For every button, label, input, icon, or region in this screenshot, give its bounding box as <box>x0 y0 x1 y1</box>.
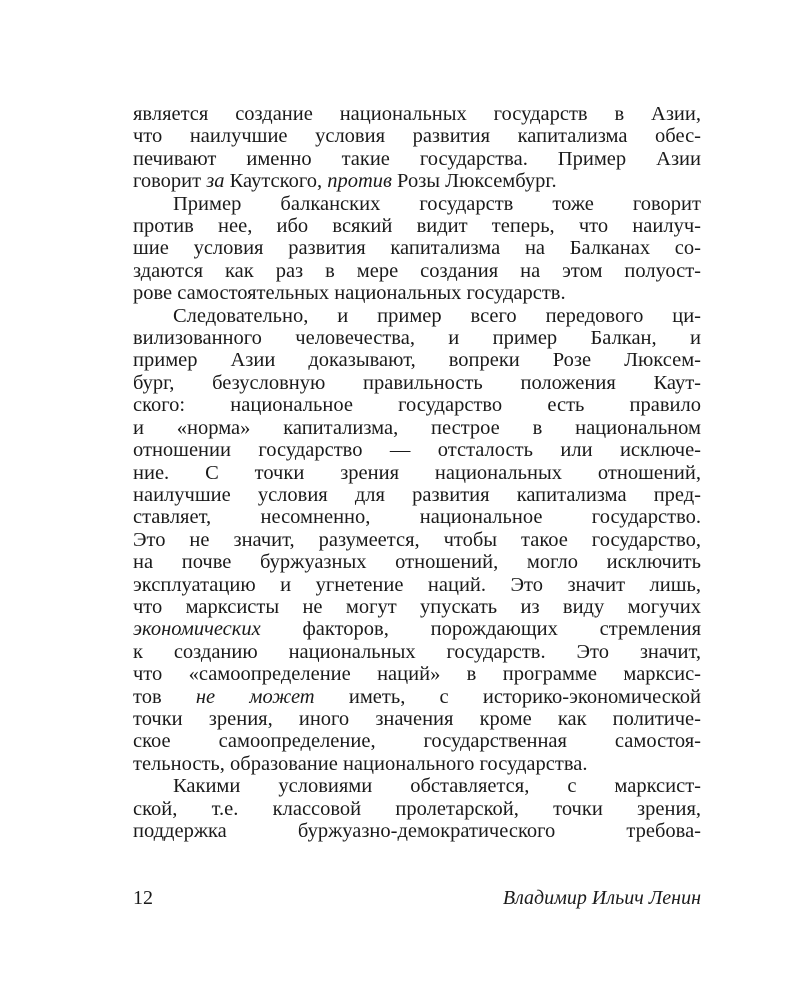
text-line <box>133 148 701 170</box>
text-segment: что наилучшие условия развития капитализма обес- <box>133 125 701 148</box>
text-line <box>133 282 701 304</box>
text-segment: ское самоопределение, государственная самостоя- <box>133 730 701 753</box>
text-segment: отношении государство — отсталость или исключе- <box>133 439 701 462</box>
text-segment: эксплуатацию и угнетение наций. Это значит лишь, <box>133 573 701 596</box>
text-segment: ставляет, несомненно, национальное государство. <box>133 506 701 529</box>
text-segment: ского: национальное государство есть правило <box>133 394 701 417</box>
text-line <box>133 641 701 663</box>
text-segment: факторов, порождающих стремления <box>260 618 701 641</box>
text-segment: Розы Люксембург. <box>391 170 557 193</box>
text-line <box>133 775 701 797</box>
text-segment: точки зрения, иного значения кроме как политиче- <box>133 707 701 730</box>
text-segment: тов <box>133 685 196 708</box>
text-line <box>133 125 701 147</box>
text-line <box>133 596 701 618</box>
text-segment: шие условия развития капитализма на Балканах со- <box>133 237 701 260</box>
text-line <box>133 237 701 259</box>
text-segment: что марксисты не могут упускать из виду могучих <box>133 595 701 618</box>
text-line <box>133 506 701 528</box>
text-line <box>133 417 701 439</box>
text-line <box>133 618 701 640</box>
text-line <box>133 686 701 708</box>
page-number: 12 <box>133 887 153 909</box>
emphasized-text: за <box>206 170 225 193</box>
text-line <box>133 708 701 730</box>
text-segment: Это не значит, разумеется, чтобы такое государство, <box>133 528 701 551</box>
text-segment: тельность, образование национального государства. <box>133 752 588 775</box>
text-segment: против нее, ибо всякий видит теперь, что наилуч- <box>133 215 701 238</box>
text-segment: ние. С точки зрения национальных отношений, <box>133 461 701 484</box>
text-segment: рове самостоятельных национальных государств. <box>133 282 566 305</box>
text-line <box>133 103 701 125</box>
text-line <box>133 372 701 394</box>
page-body-text <box>133 103 701 842</box>
text-segment: говорит <box>133 170 207 193</box>
text-line <box>133 663 701 685</box>
text-line <box>133 574 701 596</box>
text-segment: ской, т.е. классовой пролетарской, точки зрения, <box>133 797 701 820</box>
text-segment: поддержка буржуазно-демократического требова- <box>133 820 701 842</box>
text-line <box>133 439 701 461</box>
text-line <box>133 484 701 506</box>
text-segment: Следовательно, и пример всего передового ци- <box>173 304 701 327</box>
text-segment: и «норма» капитализма, пестрое в национальном <box>133 416 701 439</box>
text-segment: пример Азии доказывают, вопреки Розе Люксем- <box>133 349 701 372</box>
text-line <box>133 462 701 484</box>
text-segment: вилизованного человечества, и пример Балкан, и <box>133 327 701 350</box>
emphasized-text: против <box>327 170 392 193</box>
text-segment: здаются как раз в мере создания на этом полуост- <box>133 259 701 282</box>
text-segment: является создание национальных государств в Азии, <box>133 103 701 125</box>
text-line <box>133 394 701 416</box>
text-segment: на почве буржуазных отношений, могло исключить <box>133 551 701 574</box>
text-segment: Каутского, <box>224 170 328 193</box>
emphasized-text: экономических <box>133 618 261 641</box>
text-line <box>133 327 701 349</box>
text-segment: иметь, с историко-экономической <box>314 685 702 708</box>
text-line <box>133 193 701 215</box>
text-segment: Какими условиями обставляется, с марксист- <box>173 775 701 798</box>
text-line <box>133 753 701 775</box>
text-line <box>133 170 701 192</box>
text-segment: что «самоопределение наций» в программе марксис- <box>133 663 701 686</box>
text-line <box>133 820 701 842</box>
text-line <box>133 260 701 282</box>
text-segment: печивают именно такие государства. Пример Азии <box>133 147 701 170</box>
emphasized-text: не может <box>195 685 315 708</box>
text-segment: наилучшие условия для развития капитализма пред- <box>133 483 701 506</box>
running-author: Владимир Ильич Ленин <box>502 887 701 909</box>
text-line <box>133 215 701 237</box>
text-segment: Пример балканских государств тоже говорит <box>173 192 701 215</box>
text-segment: бург, безусловную правильность положения Каут- <box>133 371 701 394</box>
text-line <box>133 551 701 573</box>
text-line <box>133 349 701 371</box>
text-line <box>133 529 701 551</box>
text-line <box>133 305 701 327</box>
text-segment: к созданию национальных государств. Это значит, <box>133 640 701 663</box>
text-line <box>133 730 701 752</box>
text-line <box>133 798 701 820</box>
